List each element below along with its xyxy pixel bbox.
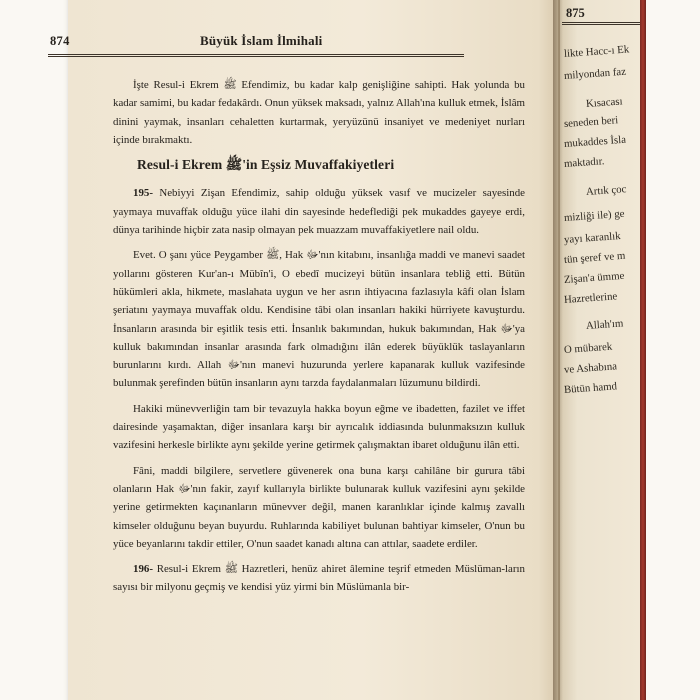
book-gutter	[553, 0, 563, 700]
right-line: yayı karanlık	[563, 230, 621, 246]
right-page-number: 875	[566, 6, 585, 20]
paragraph-195	[113, 184, 525, 239]
paragraph-196	[113, 560, 525, 597]
book-cover-edge	[640, 0, 646, 700]
paragraph-text: Nebiyyi Zişan Efendimiz, sahip olduğu yüksek vasıf ve mucizeler sayesinde yaymaya muvaffak olduğu yüce ilahi din sayesinde hedeflediği pek mukaddes gayeye erdi, dünya tarihinde hiçbir zata nasip olmayan pek muazzam muvaffakiyetlere nail oldu.	[113, 187, 525, 237]
section-heading: Resul-i Ekrem ﷺ'in Eşsiz Muvaffakiyetleri	[137, 157, 395, 173]
right-line: seneden beri	[563, 114, 619, 130]
right-line: maktadır.	[563, 155, 605, 170]
running-title: Büyük İslam İlmihali	[200, 33, 323, 48]
paragraph-text: Resul-i Ekrem ﷺ Hazretleri, henüz ahiret âlemine teşrif etmeden Müslüman-ların sayısı bir milyonu geçmiş ve kendisi yüz yirmi bin Müslümanla bir-	[113, 563, 525, 594]
right-header-rule	[562, 22, 640, 25]
paragraph-number: 196-	[133, 563, 153, 576]
right-line: likte Hacc-ı Ek	[563, 43, 630, 60]
right-line: mizliği ile) ge	[563, 207, 625, 224]
right-line: ve Ashabına	[563, 360, 618, 376]
right-line: tün şeref ve m	[563, 249, 626, 266]
right-line: Bütün hamd	[563, 380, 618, 396]
page-header	[50, 34, 462, 54]
right-line: mukaddes İsla	[563, 133, 627, 150]
paragraph: Hakiki münevverliğin tam bir tevazuyla hakka boyun eğme ve ibadetten, fazilet ve iffet dairesinde yaşamaktan, diğer insanlara karşı bir ayrıcalık iddiasında bulunmaksızın kulluk vazifesini herkesle birlikte aynı şekilde yerine getirmek çalışmaktan ibaret olduğunu ilân etti.	[113, 402, 525, 452]
right-line: O mübarek	[563, 340, 613, 356]
page-number: 874	[50, 34, 70, 48]
right-line: Artık çoc	[585, 183, 627, 198]
right-line: Allah'ım	[585, 317, 624, 332]
header-rule	[48, 54, 464, 57]
right-line: Hazretlerine	[563, 290, 618, 306]
right-line: milyondan faz	[563, 65, 627, 82]
paragraph: Fâni, maddi bilgilere, servetlere güvenerek ona buna karşı cahilâne bir gurura tâbi olanların Hak ﷻ'nın fakir, zayıf kullarıyla birlikte bulunarak kulluk vazifesini aynı şekilde yerine getirmekten kaçınanların münevver değil, manen karanlıklar içinde kalmış zavallı kimseler olduğunu beyan buyurdu. Ruhlarında kabiliyet bulunan bahtiyar kimseler, O'nun bu yüce beyanlarını takdir ettiler, O'nun saadet kanadı altına can attılar, saadete erdiler.	[113, 464, 526, 550]
paragraph: İşte Resul-i Ekrem ﷺ Efendimiz, bu kadar kalp genişliğine sahipti. Hak yolunda bu kadar samimi, bu kadar fedakârdı. Onun yüksek maksadı, yalnız Allah'ına kulluk etmek, İslâm dinini yaymak, insanları cehaletten kurtarmak, yeryüzünü insaniyet ve medeniyet nurları içinde bırakmaktı.	[113, 79, 525, 146]
right-line: Kısacası	[585, 95, 623, 110]
right-line: Zişan'a ümme	[563, 269, 625, 286]
paragraph-number: 195-	[133, 187, 153, 200]
paragraph: Evet. O şanı yüce Peygamber ﷺ, Hak ﷻ'nın kitabını, insanlığa maddi ve manevi saadet yollarını gösteren Kur'an-ı Mübîn'i, O ebedî mucizeyi bütün insanlara tebliğ etti. Bütün hükümleri akla, hikmete, maslahata uygun ve her asrın ihtiyacına fazlasıyla kâfi olan İslam şeriatını yaymaya muvaffak oldu. Kendisine tâbi olan insanları hakiki hürriyete kavuşturdu. İnsanların arasında bir eşitlik tesis etti. İnsanlık bakımından, hukuk bakımından, Hak ﷻ'ya kulluk bakımından insanlar arasında fark olmadığını ilân ederek büyüklük taslayanların burunlarını kırdı. Allah ﷻ'nın manevi huzurunda yerlere kapanarak kulluk vazifesinde bulunmak şerefinden bütün insanların aynı tarzda faydalanmaları lüzumunu bildirdi.	[113, 249, 525, 390]
body-text	[113, 76, 525, 604]
